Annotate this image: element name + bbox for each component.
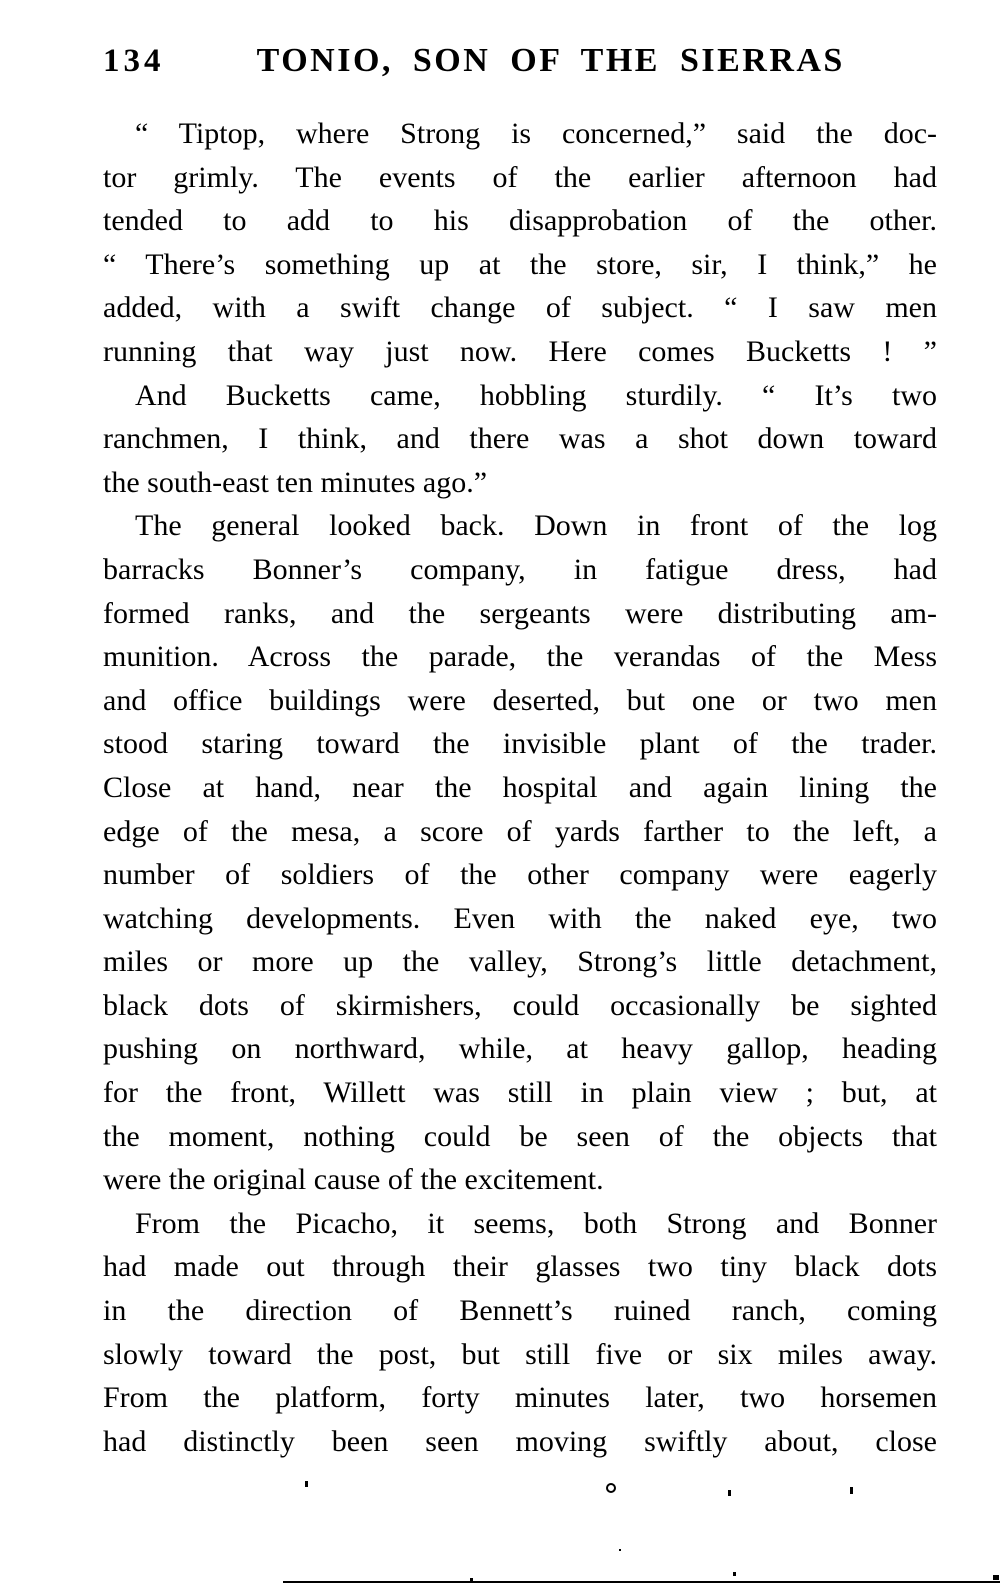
paragraph <box>103 374 937 505</box>
paragraph <box>103 1202 937 1464</box>
text-line: tor grimly. The events of the earlier afternoon had <box>103 160 937 194</box>
text-line: in the direction of Bennett’s ruined ranch, coming <box>103 1294 937 1328</box>
text-line: And Bucketts came, hobbling sturdily. “ It’s two <box>135 378 937 412</box>
text-line: and office buildings were deserted, but one or two men <box>103 683 937 717</box>
text-line: for the front, Willett was still in plain view ; but, at <box>103 1076 937 1110</box>
text-line: barracks Bonner’s company, in fatigue dress, had <box>103 552 937 586</box>
page-body <box>103 112 937 1463</box>
text-line: slowly toward the post, but still five or six miles away. <box>103 1337 937 1371</box>
text-line: had distinctly been seen moving swiftly about, close <box>103 1424 937 1458</box>
text-line: were the original cause of the excitement. <box>103 1163 604 1197</box>
page-header <box>103 42 937 80</box>
text-line: black dots of skirmishers, could occasionally be sighted <box>103 988 937 1022</box>
scan-speck <box>619 1549 621 1551</box>
text-line: formed ranks, and the sergeants were distributing am- <box>103 596 937 630</box>
text-line: From the platform, forty minutes later, two horsemen <box>103 1381 937 1415</box>
text-line: pushing on northward, while, at heavy gallop, heading <box>103 1032 937 1066</box>
paragraph <box>103 112 937 374</box>
text-line: From the Picacho, it seems, both Strong and Bonner <box>135 1206 937 1240</box>
text-line: “ There’s something up at the store, sir, I think,” he <box>103 247 937 281</box>
scan-speck <box>606 1483 616 1493</box>
scan-speck <box>728 1490 731 1496</box>
text-line: ranchmen, I think, and there was a shot down toward <box>103 422 937 456</box>
scan-speck <box>993 1575 999 1580</box>
text-line: added, with a swift change of subject. “ I saw men <box>103 291 937 325</box>
page-number: 134 <box>103 43 165 79</box>
text-line: running that way just now. Here comes Bucketts ! ” <box>103 334 937 368</box>
text-line: miles or more up the valley, Strong’s little detachment, <box>103 945 937 979</box>
scan-speck <box>733 1572 736 1576</box>
text-line: number of soldiers of the other company were eagerly <box>103 858 937 892</box>
running-title: TONIO, SON OF THE SIERRAS <box>256 42 845 79</box>
text-line: the south-east ten minutes ago.” <box>103 465 488 499</box>
text-line: The general looked back. Down in front of the log <box>135 509 937 543</box>
text-line: munition. Across the parade, the verandas of the Mess <box>103 640 937 674</box>
text-line: stood staring toward the invisible plant of the trader. <box>103 727 937 761</box>
text-line: the moment, nothing could be seen of the objects that <box>103 1119 937 1153</box>
text-line: Close at hand, near the hospital and again lining the <box>103 770 937 804</box>
text-line: watching developments. Even with the naked eye, two <box>103 901 937 935</box>
text-line: “ Tiptop, where Strong is concerned,” said the doc- <box>135 117 937 150</box>
text-line: edge of the mesa, a score of yards farther to the left, a <box>103 814 937 848</box>
text-line: had made out through their glasses two tiny black dots <box>103 1250 937 1284</box>
scan-speck <box>850 1487 853 1494</box>
text-line: tended to add to his disapprobation of the other. <box>103 204 937 238</box>
scan-speck <box>305 1481 308 1487</box>
paragraph <box>103 504 937 1202</box>
